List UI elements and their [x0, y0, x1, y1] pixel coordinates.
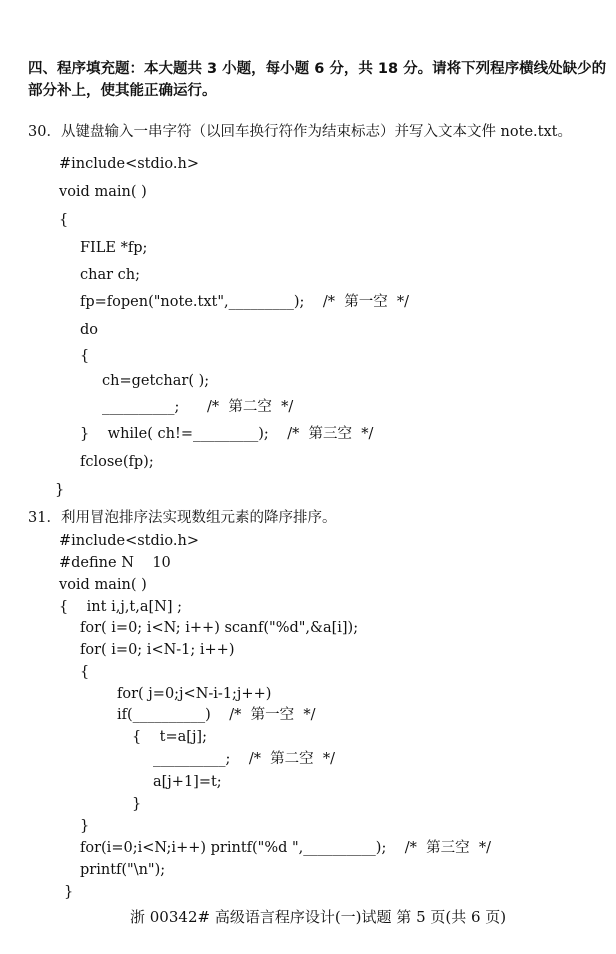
code-line: for( i=0; i<N-1; i++)	[80, 642, 235, 658]
code-line: { t=a[j];	[132, 729, 207, 745]
code-line: #include<stdio.h>	[59, 533, 199, 549]
code-line: for(i=0;i<N;i++) printf("%d ",__________); /* 第三空 */	[80, 840, 491, 856]
q30-title: 30．从键盘输入一串字符（以回车换行符作为结束标志）并写入文本文件 note.txt。	[28, 124, 572, 140]
q31-title: 31．利用冒泡排序法实现数组元素的降序排序。	[28, 510, 337, 526]
code-line: ch=getchar( );	[102, 373, 210, 389]
page-footer: 浙 00342# 高级语言程序设计(一)试题 第 5 页(共 6 页)	[130, 908, 507, 926]
code-line: a[j+1]=t;	[153, 774, 222, 790]
code-line: void main( )	[59, 577, 147, 593]
code-line: } while( ch!=_________); /* 第三空 */	[80, 426, 374, 442]
code-line: printf("\n");	[80, 862, 166, 878]
code-line: { int i,j,t,a[N] ;	[59, 599, 183, 615]
code-line: }	[132, 796, 142, 812]
code-line: __________; /* 第二空 */	[102, 399, 294, 415]
code-line: char ch;	[80, 267, 140, 283]
code-line: do	[80, 322, 99, 338]
code-line: __________; /* 第二空 */	[153, 751, 336, 767]
code-line: fclose(fp);	[80, 454, 154, 470]
code-line: #include<stdio.h>	[59, 156, 199, 172]
code-line: void main( )	[59, 184, 147, 200]
code-line: fp=fopen("note.txt",_________); /* 第一空 */	[80, 294, 410, 310]
code-line: }	[64, 884, 74, 900]
code-line: #define N 10	[59, 555, 171, 571]
code-line: FILE *fp;	[80, 240, 148, 256]
code-line: {	[80, 348, 90, 364]
section-heading-line-1: 四、程序填充题：本大题共 3 小题，每小题 6 分，共 18 分。请将下列程序横线处缺少的	[28, 61, 607, 77]
code-line: }	[80, 818, 90, 834]
code-line: if(__________) /* 第一空 */	[117, 707, 316, 723]
code-line: {	[80, 664, 90, 680]
code-line: for( j=0;j<N-i-1;j++)	[117, 686, 272, 702]
code-line: {	[59, 212, 69, 228]
code-line: }	[55, 482, 65, 498]
section-heading-line-2: 部分补上，使其能正确运行。	[28, 83, 217, 99]
code-line: for( i=0; i<N; i++) scanf("%d",&a[i]);	[80, 620, 359, 636]
